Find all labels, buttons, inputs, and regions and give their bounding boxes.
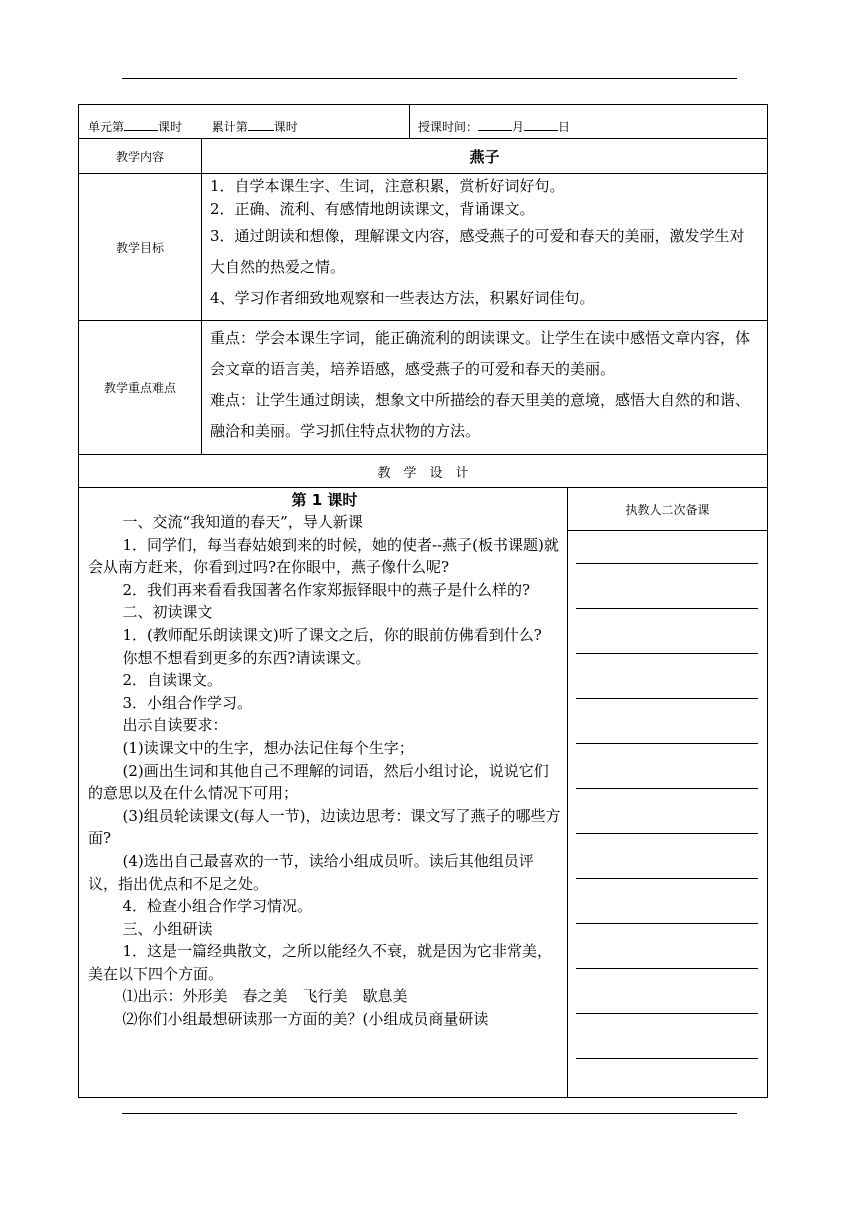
- content-label-cell: [78, 138, 202, 174]
- goal-item: 4、学习作者细致地观察和一些表达方法，积累好词佳句。: [210, 289, 595, 307]
- lesson-count-cell: [78, 104, 410, 139]
- lesson-title: 燕子: [469, 147, 500, 166]
- note-line: [576, 968, 758, 969]
- design-line: 2．自读课文。: [122, 671, 223, 690]
- design-main-cell: [78, 487, 568, 1098]
- note-line: [576, 923, 758, 924]
- side-notes-header: 执教人二次备课: [625, 502, 710, 517]
- design-line: 出示自读要求：: [122, 716, 228, 735]
- month-blank: [478, 118, 512, 131]
- class-time-cell: [409, 104, 768, 139]
- design-line: 一、交流“我知道的春天”，导人新课: [122, 513, 363, 531]
- cumulative-suffix: 课时: [273, 120, 298, 134]
- keypoints-label-cell: [78, 320, 202, 455]
- lesson-period-title: 第 1 课时: [291, 491, 358, 509]
- design-line: 4．检查小组合作学习情况。: [122, 897, 313, 916]
- note-line: [576, 878, 758, 879]
- design-line: (2)画出生词和其他自己不理解的词语，然后小组讨论，说说它们的意思以及在什么情况下可用；: [88, 761, 549, 803]
- content-label: 教学内容: [115, 149, 164, 164]
- keypoints-cell: [201, 320, 768, 455]
- design-line: 3．小组合作学习。: [122, 693, 253, 712]
- design-line: 二、初读课文: [122, 603, 213, 622]
- time-label: 授课时间：: [418, 120, 479, 134]
- content-title-cell: [201, 138, 768, 174]
- month-label: 月: [512, 120, 525, 134]
- design-heading: 教 学 设 计: [377, 465, 469, 481]
- keypoints-label: 教学重点难点: [103, 381, 176, 395]
- design-heading-cell: [78, 454, 768, 488]
- note-line: [576, 1058, 758, 1059]
- note-line: [576, 743, 758, 744]
- design-line: (3)组员轮读课文(每人一节)，边读边思考：课文写了燕子的哪些方面?: [88, 806, 561, 848]
- note-line: [576, 788, 758, 789]
- key-point-text: 重点：学会本课生字词，能正确流利的朗读课文。让学生在读中感悟文章内容，体会文章的语言美，培养语感，感受燕子的可爱和春天的美丽。: [210, 329, 751, 378]
- design-line: 1．(教师配乐朗读课文)听了课文之后，你的眼前仿佛看到什么?: [122, 625, 542, 644]
- note-line: [576, 1013, 758, 1014]
- design-line: ⑵你们小组最想研读那一方面的美？(小组成员商量研读: [122, 1010, 489, 1029]
- design-line: 2．我们再来看看我国著名作家郑振铎眼中的燕子是什么样的?: [122, 580, 531, 599]
- top-rule: [122, 78, 737, 79]
- goals-label: 教学目标: [115, 240, 164, 255]
- note-line: [576, 608, 758, 609]
- design-line: 1．这是一篇经典散文，之所以能经久不衰，就是因为它非常美，美在以下四个方面。: [88, 942, 553, 983]
- unit-suffix: 课时: [158, 120, 183, 134]
- design-line: (4)选出自己最喜欢的一节，读给小组成员听。读后其他组员评议，指出优点和不足之处。: [88, 851, 534, 893]
- goals-cell: [201, 173, 768, 321]
- design-line: 你想不想看到更多的东西?请读课文。: [122, 648, 371, 667]
- design-line: 1．同学们，每当春姑娘到来的时候，她的使者--燕子(板书课题)就会从南方赶来，你看到过吗?在你眼中，燕子像什么呢?: [88, 535, 559, 577]
- cumulative-prefix: 累计第: [211, 120, 248, 134]
- note-line: [576, 698, 758, 699]
- note-line: [576, 563, 758, 564]
- design-line: (1)读课文中的生字，想办法记住每个生字；: [122, 738, 414, 757]
- difficult-point-text: 难点：让学生通过朗读，想象文中所描绘的春天里美的意境，感悟大自然的和谐、融洽和美丽。学习抓住特点状物的方法。: [210, 391, 751, 440]
- cumulative-blank: [248, 118, 274, 131]
- side-header-cell: [567, 487, 768, 531]
- note-line: [576, 653, 758, 654]
- day-label: 日: [558, 120, 571, 134]
- note-line: [576, 833, 758, 834]
- goal-item: 1．自学本课生字、生词，注意积累，赏析好词好句。: [210, 177, 565, 195]
- bottom-rule: [122, 1113, 737, 1114]
- lesson-plan-table: [78, 104, 768, 1098]
- unit-prefix: 单元第: [88, 120, 125, 134]
- goals-label-cell: [78, 173, 202, 321]
- unit-blank: [124, 118, 158, 131]
- goal-item: 3．通过朗读和想像，理解课文内容，感受燕子的可爱和春天的美丽，激发学生对大自然的热爱之情。: [210, 227, 745, 276]
- design-line: ⑴出示：外形美 春之美 飞行美 歇息美: [122, 987, 408, 1006]
- day-blank: [524, 118, 558, 131]
- design-line: 三、小组研读: [122, 919, 213, 938]
- goal-item: 2．正确、流利、有感情地朗读课文，背诵课文。: [210, 200, 535, 218]
